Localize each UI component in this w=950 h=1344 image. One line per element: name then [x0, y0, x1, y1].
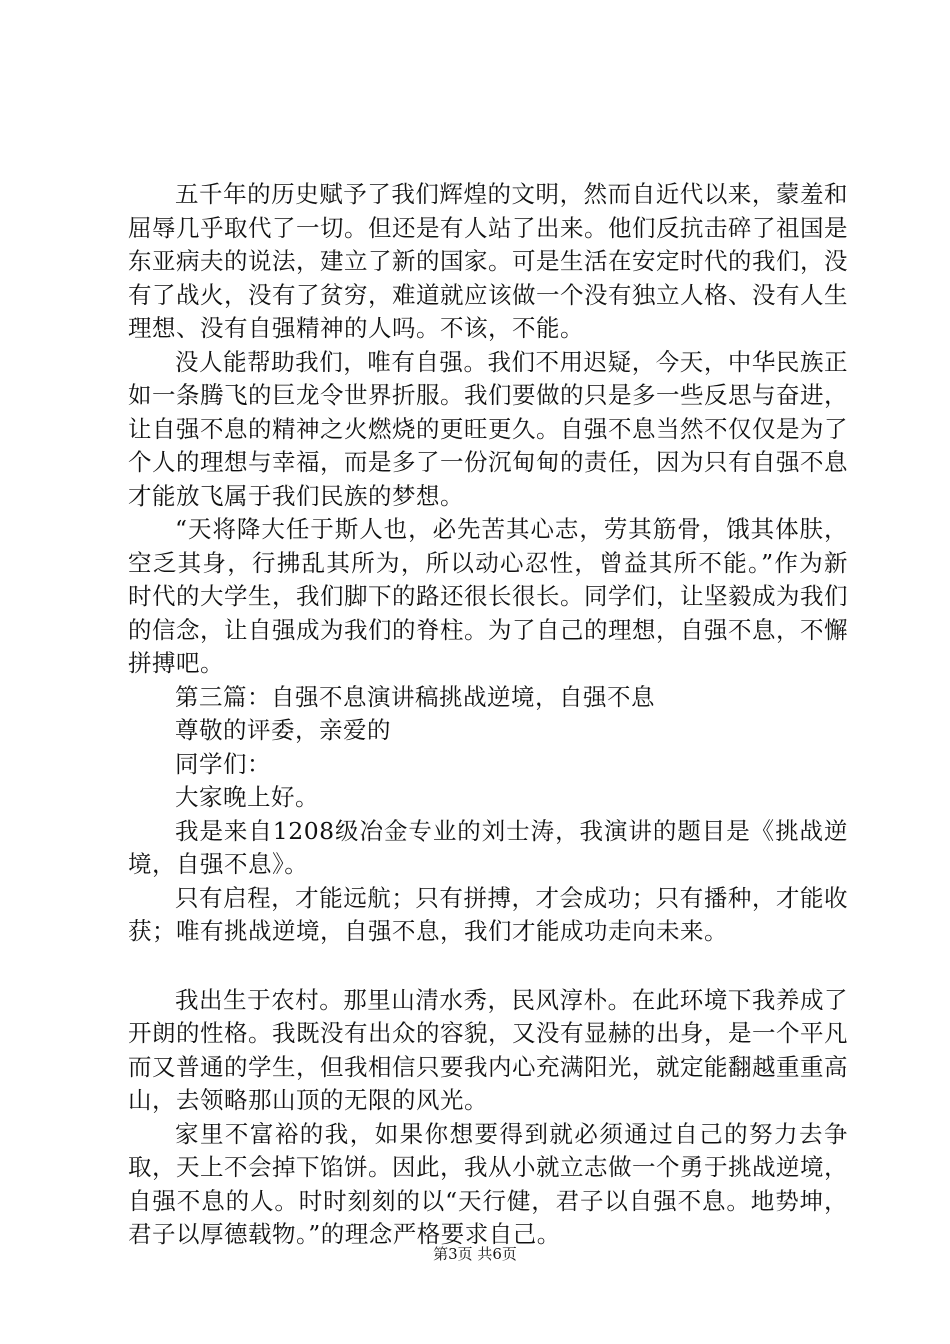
- paragraph: 五千年的历史赋予了我们辉煌的文明，然而自近代以来，蒙羞和屈辱几乎取代了一切。但还是有人站了出来。他们反抗击碎了祖国是东亚病夫的说法，建立了新的国家。可是生活在安定时代的我们，没有了战火，没有了贫穷，难道就应该做一个没有独立人格、没有人生理想、没有自强精神的人吗。不该，不能。: [128, 180, 848, 342]
- section-heading: 第三篇：自强不息演讲稿挑战逆境，自强不息: [175, 682, 655, 711]
- paragraph: “天将降大任于斯人也，必先苦其心志，劳其筋骨，饿其体肤，空乏其身，行拂乱其所为，所以动心忍性，曾益其所不能。”作为新时代的大学生，我们脚下的路还很长很长。同学们，让坚毅成为我们的信念，让自强成为我们的脊柱。为了自己的理想，自强不息，不懈拼搏吧。: [128, 515, 848, 677]
- page-number-footer: 第3页 共6页: [433, 1245, 517, 1263]
- paragraph: 家里不富裕的我，如果你想要得到就必须通过自己的努力去争取，天上不会掉下馅饼。因此，我从小就立志做一个勇于挑战逆境，自强不息的人。时时刻刻的以“天行健，君子以自强不息。地势坤，君子以厚德载物。”的理念严格要求自己。: [128, 1119, 848, 1248]
- paragraph: 我出生于农村。那里山清水秀，民风淳朴。在此环境下我养成了开朗的性格。我既没有出众的容貌，又没有显赫的出身，是一个平凡而又普通的学生，但我相信只要我内心充满阳光，就定能翻越重重高山，去领略那山顶的无限的风光。: [128, 985, 848, 1114]
- blank-line: [128, 949, 848, 984]
- paragraph: 我是来自1208级冶金专业的刘士涛，我演讲的题目是《挑战逆境，自强不息》。: [128, 816, 848, 878]
- greeting-line: 同学们：: [175, 749, 271, 778]
- greeting-line: 大家晚上好。: [175, 783, 319, 811]
- paragraph: 没人能帮助我们，唯有自强。我们不用迟疑，今天，中华民族正如一条腾飞的巨龙令世界折服。我们要做的只是多一些反思与奋进，让自强不息的精神之火燃烧的更旺更久。自强不息当然不仅仅是为了个人的理想与幸福，而是多了一份沉甸甸的责任，因为只有自强不息才能放飞属于我们民族的梦想。: [128, 347, 848, 510]
- document-body: [128, 178, 848, 1252]
- paragraph: 只有启程，才能远航；只有拼搏，才会成功；只有播种，才能收获；唯有挑战逆境，自强不息，我们才能成功走向未来。: [128, 883, 848, 945]
- greeting-line: 尊敬的评委，亲爱的: [175, 716, 391, 744]
